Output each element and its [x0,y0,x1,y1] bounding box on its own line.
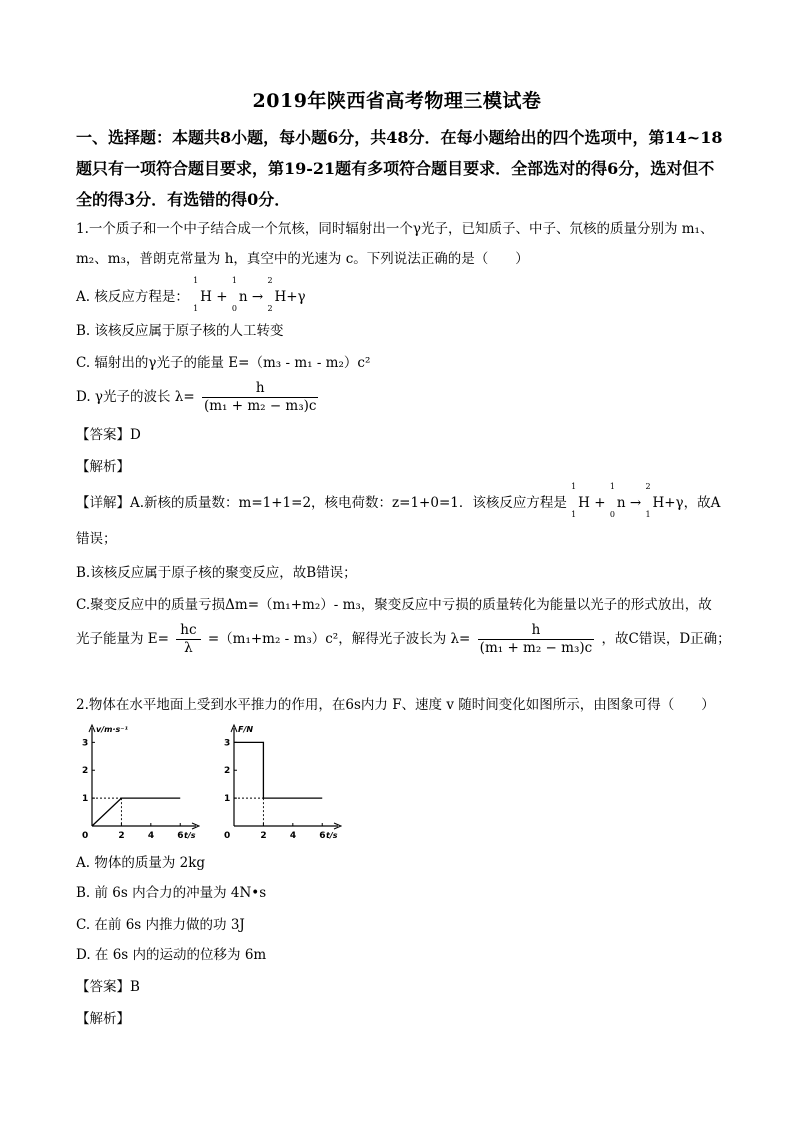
q1-detail-line5-mid: =（m₁+m₂ - m₃）c²，解得光子波长为 λ= [207,631,471,647]
fraction-denominator: (m₁ + m₂ − m₃)c [203,398,317,414]
q1-option-d [76,380,321,415]
q2-answer: 【答案】B [76,979,140,995]
q1-answer: 【答案】D [76,427,141,443]
x-tick-label: 0 [224,831,231,841]
x-tick-label: 6 [319,831,326,841]
energy-fraction [176,622,200,657]
q1-detail-line5 [76,622,731,657]
q1-detail-line1-text: 【详解】A.新核的质量数：m=1+1=2，核电荷数：z=1+0=1．该核反应方程是 [76,495,567,511]
x-tick-label: 0 [82,831,89,841]
nuclide-h2: 2 2 H [267,276,287,313]
q2-option-c: C. 在前 6s 内推力做的功 3J [76,917,245,933]
nuclide-h1: 1 1 H [193,276,212,313]
q1-analysis-tag: 【解析】 [76,459,130,475]
x-axis-label: t/s [184,831,196,840]
q1-detail-line4: C.聚变反应中的质量亏损Δm=（m₁+m₂）- m₃，聚变反应中亏损的质量转化为能量以光子的形式放出，故 [76,597,712,613]
x-tick-label: 6 [177,831,184,841]
q2-stem: 2.物体在水平地面上受到水平推力的作用，在6s内力 F、速度 v 随时间变化如图所示，由图象可得（ ） [76,697,715,713]
q2-option-b: B. 前 6s 内合力的冲量为 4N•s [76,885,267,901]
series-line [234,742,322,798]
velocity-time-graph [70,722,200,842]
nuclide-h2: 2 1 H [645,482,665,519]
y-axis-label: F/N [238,725,254,734]
q1-option-b: B. 该核反应属于原子核的人工转变 [76,323,284,339]
page-title: 2019年陕西省高考物理三模试卷 [252,90,542,112]
q1-stem-line2: m₂、m₃，普朗克常量为 h，真空中的光速为 c。下列说法正确的是（ ） [76,251,529,267]
q1-stem-line1: 1.一个质子和一个中子结合成一个氘核，同时辐射出一个γ光子，已知质子、中子、氘核的质量分别为 m₁、 [76,221,714,237]
q1-option-a-eq-right: +γ [286,289,306,305]
q1-detail-line2: 错误； [76,531,117,547]
nuclide-n1: 1 0 n [231,276,248,313]
y-tick-label: 3 [224,738,231,749]
x-axis-label: t/s [326,831,338,840]
nuclide-h1: 1 1 H [571,482,590,519]
fraction-denominator: (m₁ + m₂ − m₃)c [479,640,593,656]
series-line [92,798,180,826]
y-tick-label: 2 [224,766,231,777]
q1-option-a: A. 核反应方程是： 1 1 H + 1 0 n → 2 2 H+γ [76,276,306,313]
wavelength-fraction [202,380,319,415]
q1-detail-line1-tail: +γ，故A [664,495,721,511]
q1-option-d-prefix: D. γ光子的波长 λ= [76,389,195,405]
fraction-denominator: λ [184,640,193,656]
q1-detail-line1: 【详解】A.新核的质量数：m=1+1=2，核电荷数：z=1+0=1．该核反应方程是 1 1 H + 1 0 n → 2 1 H+γ，故A [76,482,721,519]
q1-option-a-prefix: A. 核反应方程是： [76,289,189,305]
fraction-numerator: hc [176,622,200,640]
fraction-numerator: h [202,380,319,398]
q2-option-d: D. 在 6s 内的运动的位移为 6m [76,947,267,963]
section-header: 一、选择题：本题共8小题，每小题6分，共48分．在每小题给出的四个选项中，第14~18题只有一项符合题目要求，第19-21题有多项符合题目要求．全部选对的得6分，选对但不全的得3分．有选错的得0分． [76,128,723,209]
y-tick-label: 1 [82,794,89,805]
y-tick-label: 2 [82,766,89,777]
fraction-numerator: h [478,622,595,640]
q1-detail-line5-tail: ，故C错误，D正确； [601,631,731,647]
q2-analysis-tag: 【解析】 [76,1011,130,1027]
nuclide-n1: 1 0 n [609,482,626,519]
y-tick-label: 3 [82,738,89,749]
x-tick-label: 2 [260,831,267,841]
x-tick-label: 2 [118,831,125,841]
y-tick-label: 1 [224,794,231,805]
force-time-graph [212,722,342,842]
q1-option-c: C. 辐射出的γ光子的能量 E=（m₃ - m₁ - m₂）c² [76,355,371,371]
q2-option-a: A. 物体的质量为 2kg [76,855,206,871]
wavelength-fraction [478,622,595,657]
x-tick-label: 4 [289,831,297,841]
q1-detail-line5-prefix: 光子能量为 E= [76,631,169,647]
q1-detail-line3: B.该核反应属于原子核的聚变反应，故B错误； [76,565,357,581]
y-axis-label: v/m·s⁻¹ [96,725,128,734]
x-tick-label: 4 [147,831,155,841]
